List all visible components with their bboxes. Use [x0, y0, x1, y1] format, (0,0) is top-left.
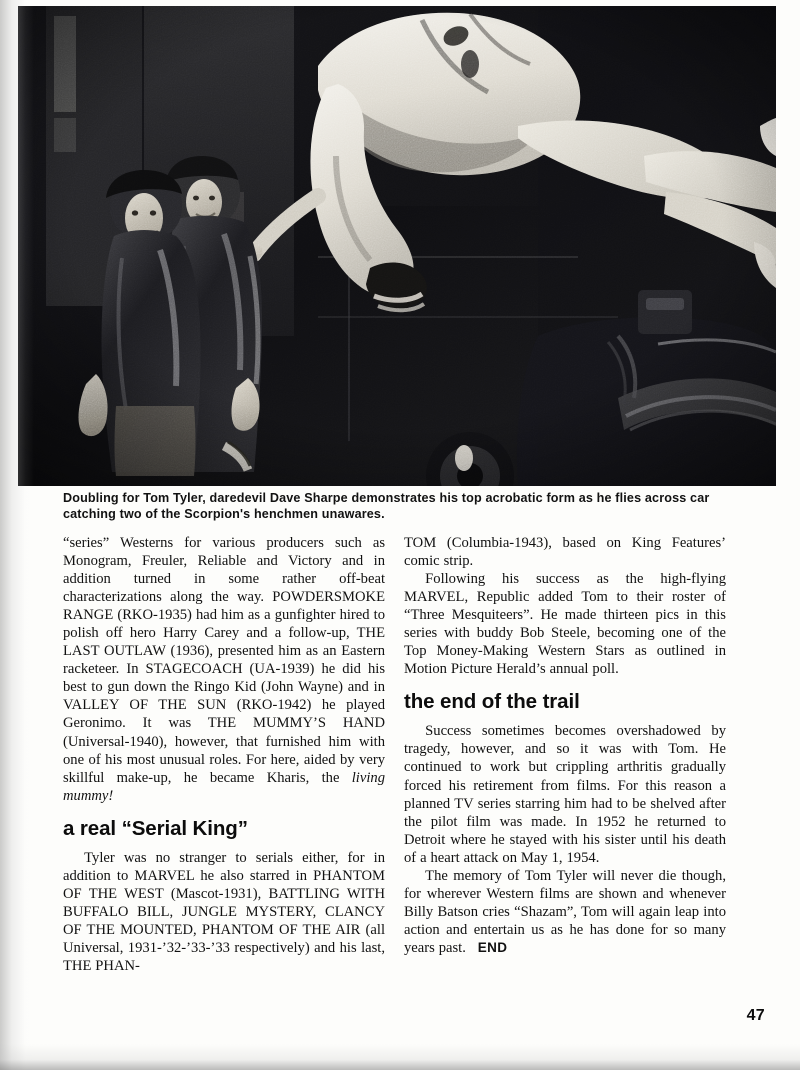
paragraph-italic-tail: living mummy!: [63, 769, 385, 804]
page-number: 47: [746, 1007, 765, 1024]
paragraph-text: “series” Westerns for various producers such as Monogram, Freuler, Reliable and Victory and in addition turned in some rather off-beat characterizations along the way. POWDERSMOKE RANGE (RKO-1935) had him as a gunfighter hired to polish off hero Harry Carey and a follow-up, THE LAST OUTLAW (1936), presented him as an Eastern racketeer. In STAGECOACH (UA-1939) he did his best to gun down the Ringo Kid (John Wayne) and in VALLEY OF THE SUN (RKO-1942) he played Geronimo. It was THE MUMMY’S HAND (Universal-1940), however, that furnished him with one of his most unusual roles. For here, aided by very skillful make-up, he became Kharis, the: [63, 535, 385, 786]
photo-illustration: [18, 6, 776, 486]
paragraph-final: [404, 867, 726, 957]
paragraph-text: TOM (Columbia-1943), based on King Features’ comic strip.: [404, 535, 726, 570]
paragraph: [404, 534, 726, 570]
article-photo: [18, 6, 776, 486]
paragraph-text: Success sometimes becomes overshadowed by tragedy, however, and so it was with Tom. He continued to work but crippling arthritis gradually forced his retirement from films. For this reason a planned TV series starring him had to be shelved after the pilot film was made. In 1952 he returned to Detroit where he stayed with his sister until his death of a heart attack on May 1, 1954.: [404, 723, 726, 866]
article-body: [63, 534, 736, 1004]
paragraph-text: Tyler was no stranger to serials either, for in addition to MARVEL he also starred in PHANTOM OF THE WEST (Mascot-1931), BATTLING WITH BUFFALO BILL, JUNGLE MYSTERY, CLANCY OF THE MOUNTED, PHANTOM OF THE AIR (all Universal, 1931-’32-’33-’33 respectively) and his last, THE PHAN-: [63, 849, 385, 974]
paragraph: [63, 849, 385, 975]
paragraph: [404, 722, 726, 866]
right-column: [404, 534, 726, 957]
paragraph-text: The memory of Tom Tyler will never die though, for wherever Western films are shown and whenever Billy Batson cries “Shazam”, Tom will again leap into action and entertain us as he has done for so many years past.: [404, 867, 726, 956]
paragraph: [63, 534, 385, 805]
subhead-serial-king: a real “Serial King”: [63, 816, 248, 840]
subhead-end-of-the-trail: the end of the trail: [404, 690, 580, 714]
end-marker: END: [477, 939, 508, 955]
left-column: [63, 534, 385, 975]
paragraph: [404, 570, 726, 678]
photo-caption: Doubling for Tom Tyler, daredevil Dave Sharpe demonstrates his top acrobatic form as he flies across car catching two of the Scorpion's henchmen unawares.: [63, 491, 710, 521]
paragraph-text: Following his success as the high-flying MARVEL, Republic added Tom to their roster of “Three Mesquiteers”. He made thirteen pics in this series with buddy Bob Steele, becoming one of the Top Money-Making Western Stars as outlined in Motion Picture Herald’s annual poll.: [404, 571, 726, 678]
